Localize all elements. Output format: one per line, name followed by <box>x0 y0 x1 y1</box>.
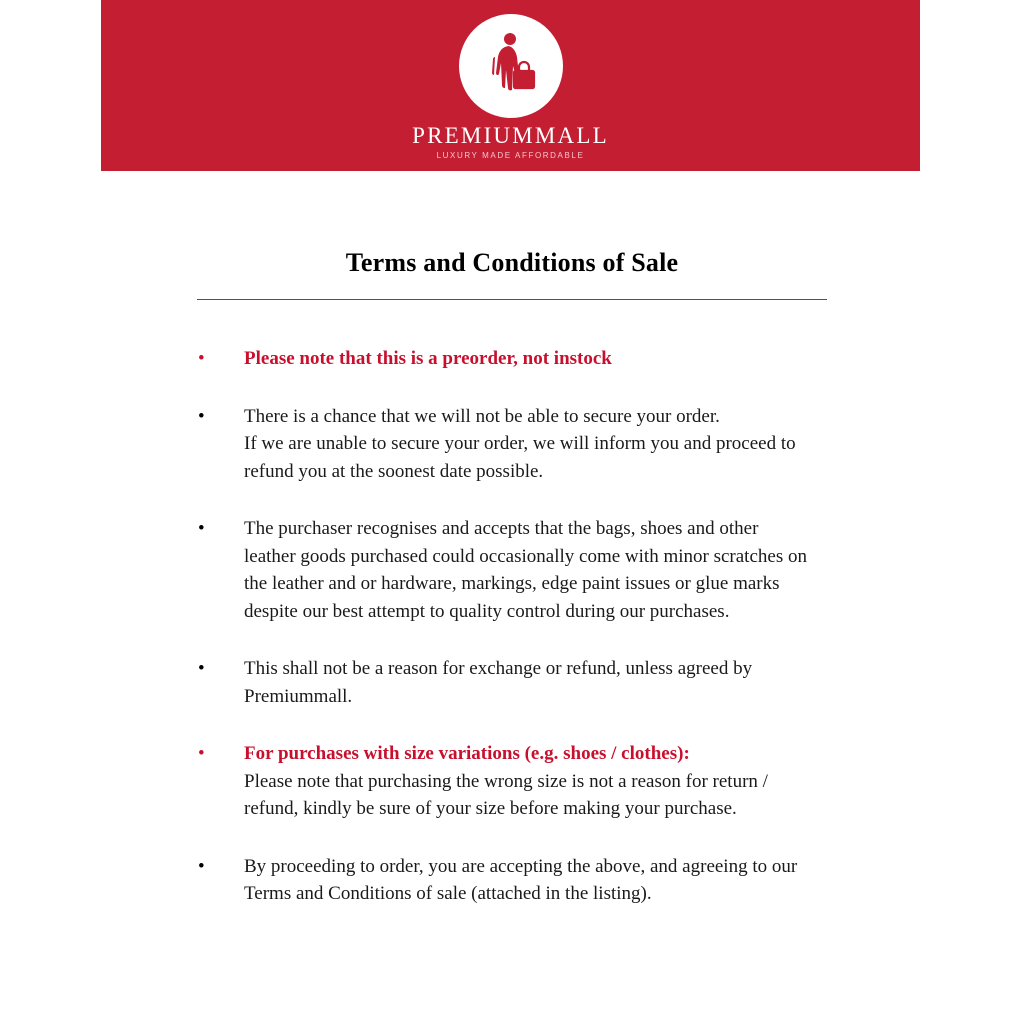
list-item <box>196 740 856 823</box>
bullet-marker: • <box>198 658 205 679</box>
brand-banner <box>101 0 920 171</box>
list-item-line: refund you at the soonest date possible. <box>244 460 544 482</box>
list-item-line: the leather and or hardware, markings, edge paint issues or glue marks <box>244 573 780 594</box>
list-item-line: By proceeding to order, you are accepting the above, and agreeing to our <box>244 855 798 877</box>
bullet-marker: • <box>198 855 205 877</box>
list-item-text <box>244 655 856 710</box>
list-item <box>196 345 856 373</box>
list-item-text <box>244 740 856 823</box>
list-item-line: This shall not be a reason for exchange or refund, unless agreed by <box>244 658 753 679</box>
list-item-text <box>244 403 856 486</box>
bullet-marker: • <box>198 743 205 764</box>
list-item-text <box>244 345 856 373</box>
title-divider <box>197 299 827 300</box>
list-item-line: There is a chance that we will not be able to secure your order. <box>244 405 720 427</box>
bullet-marker: • <box>198 348 205 369</box>
brand-logo <box>412 14 609 160</box>
list-item-line: Please note that purchasing the wrong size is not a reason for return / <box>244 770 768 792</box>
list-item-heading: For purchases with size variations (e.g. shoes / clothes): <box>244 743 690 764</box>
list-item-line: The purchaser recognises and accepts that the bags, shoes and other <box>244 518 759 539</box>
list-item-line: despite our best attempt to quality control during our purchases. <box>244 600 730 622</box>
list-item-line: leather goods purchased could occasionally come with minor scratches on <box>244 545 807 567</box>
page-title: Terms and Conditions of Sale <box>345 248 679 277</box>
list-item <box>196 655 856 710</box>
list-item-line: If we are unable to secure your order, we will inform you and proceed to <box>244 433 796 454</box>
list-item-text <box>244 515 856 625</box>
list-item-text <box>244 853 856 908</box>
list-item-line: Terms and Conditions of sale (attached in the listing). <box>244 883 652 904</box>
bullet-marker: • <box>198 518 205 539</box>
list-item-line: refund, kindly be sure of your size before making your purchase. <box>244 798 737 819</box>
woman-with-handbag-logo-icon <box>459 14 563 118</box>
brand-name: PREMIUMMALL <box>412 122 609 148</box>
list-item-line: Premiummall. <box>244 685 353 707</box>
brand-tagline: LUXURY MADE AFFORDABLE <box>436 150 585 160</box>
list-item <box>196 853 856 908</box>
list-item-line: Please note that this is a preorder, not instock <box>244 348 612 369</box>
list-item <box>196 515 856 625</box>
bullet-marker: • <box>198 405 205 427</box>
list-item <box>196 403 856 486</box>
terms-list <box>196 345 856 934</box>
